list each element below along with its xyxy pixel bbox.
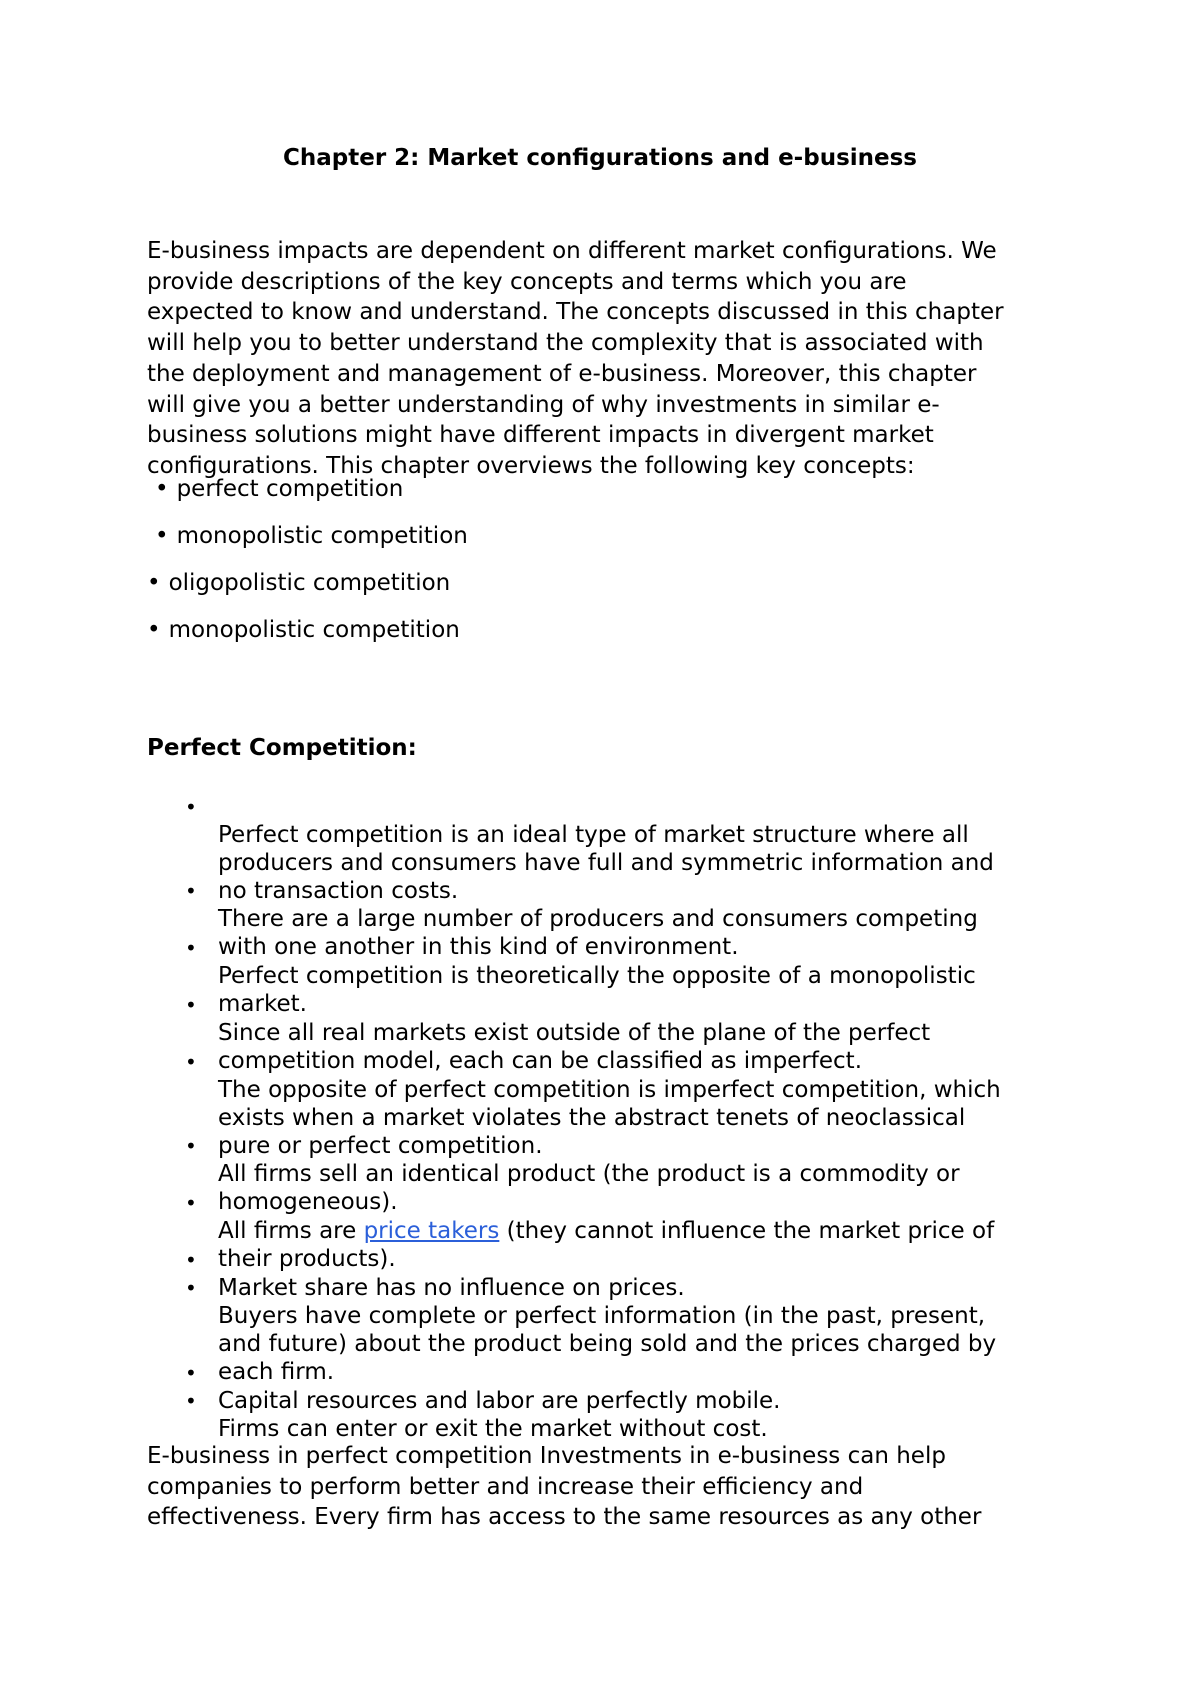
- list-item-text: Perfect competition is theoretically the opposite of a monopolistic market.: [218, 963, 976, 1017]
- key-concept-item: [155, 521, 468, 551]
- key-concept-label: perfect competition: [176, 476, 404, 502]
- list-item-text-after: (they cannot influence the market price of their products).: [218, 1218, 995, 1272]
- key-concept-label: monopolistic competition: [176, 523, 468, 549]
- list-item-text: All firms sell an identical product (the product is a commodity or homogeneous).: [218, 1161, 960, 1215]
- list-item-text-before: All firms are: [218, 1218, 364, 1244]
- closing-paragraph: E-business in perfect competition Investments in e-business can help companies to perform better and increase their efficiency and effectiveness. Every firm has access to the same resources as any other: [147, 1443, 982, 1530]
- bullet-icon: •: [185, 795, 197, 819]
- bullet-icon: •: [185, 936, 197, 960]
- list-item-text: Perfect competition is an ideal type of market structure where all producers and consumers have full and symmetric information and no transaction costs.: [218, 822, 994, 904]
- bullet-icon: •: [185, 1248, 197, 1272]
- list-item-text: The opposite of perfect competition is imperfect competition, which exists when a market violates the abstract tenets of neoclassical pure or perfect competition.: [218, 1077, 1001, 1159]
- chapter-title: Chapter 2: Market configurations and e-business: [282, 145, 917, 171]
- list-item-text: Firms can enter or exit the market without cost.: [218, 1416, 768, 1442]
- bullet-icon: •: [147, 617, 161, 643]
- intro-paragraph: E-business impacts are dependent on different market configurations. We provide descriptions of the key concepts and terms which you are expected to know and understand. The concepts discussed in this chapter will help you to better understand the complexity that is associated with the deployment and management of e-business. Moreover, this chapter will give you a better understanding of why investments in similar e- business solutions might have different impacts in divergent market configurations. This chapter overviews the following key concepts:: [147, 238, 1004, 479]
- bullet-icon: •: [185, 1134, 197, 1158]
- key-concept-label: monopolistic competition: [168, 617, 460, 643]
- list-item-text: There are a large number of producers and consumers competing with one another in this kind of environment.: [218, 906, 978, 960]
- bullet-icon: •: [155, 523, 169, 549]
- key-concept-label: oligopolistic competition: [168, 570, 451, 596]
- bullet-icon: •: [185, 1389, 197, 1413]
- list-item: [185, 1387, 1098, 1443]
- list-item-text: Since all real markets exist outside of the plane of the perfect competition model, each can be classified as imperfect.: [218, 1020, 931, 1074]
- bullet-icon: •: [147, 570, 161, 596]
- key-concept-item: [147, 568, 450, 598]
- bullet-icon: •: [185, 1276, 197, 1300]
- bullet-icon: •: [185, 1050, 197, 1074]
- bullet-icon: •: [185, 993, 197, 1017]
- key-concept-item: [155, 474, 403, 504]
- key-concept-item: [147, 615, 460, 645]
- bullet-icon: •: [155, 476, 169, 502]
- bullet-icon: •: [185, 1361, 197, 1385]
- list-item-text: Buyers have complete or perfect information (in the past, present, and future) about the product being sold and the prices charged by each firm.: [218, 1303, 997, 1385]
- section-heading: Perfect Competition:: [147, 735, 417, 761]
- list-item-text: Market share has no influence on prices.: [218, 1275, 685, 1301]
- price-takers-link[interactable]: price takers: [363, 1218, 500, 1244]
- bullet-icon: •: [185, 879, 197, 903]
- bullet-icon: •: [185, 1191, 197, 1215]
- list-item-text: Capital resources and labor are perfectly mobile.: [218, 1388, 781, 1414]
